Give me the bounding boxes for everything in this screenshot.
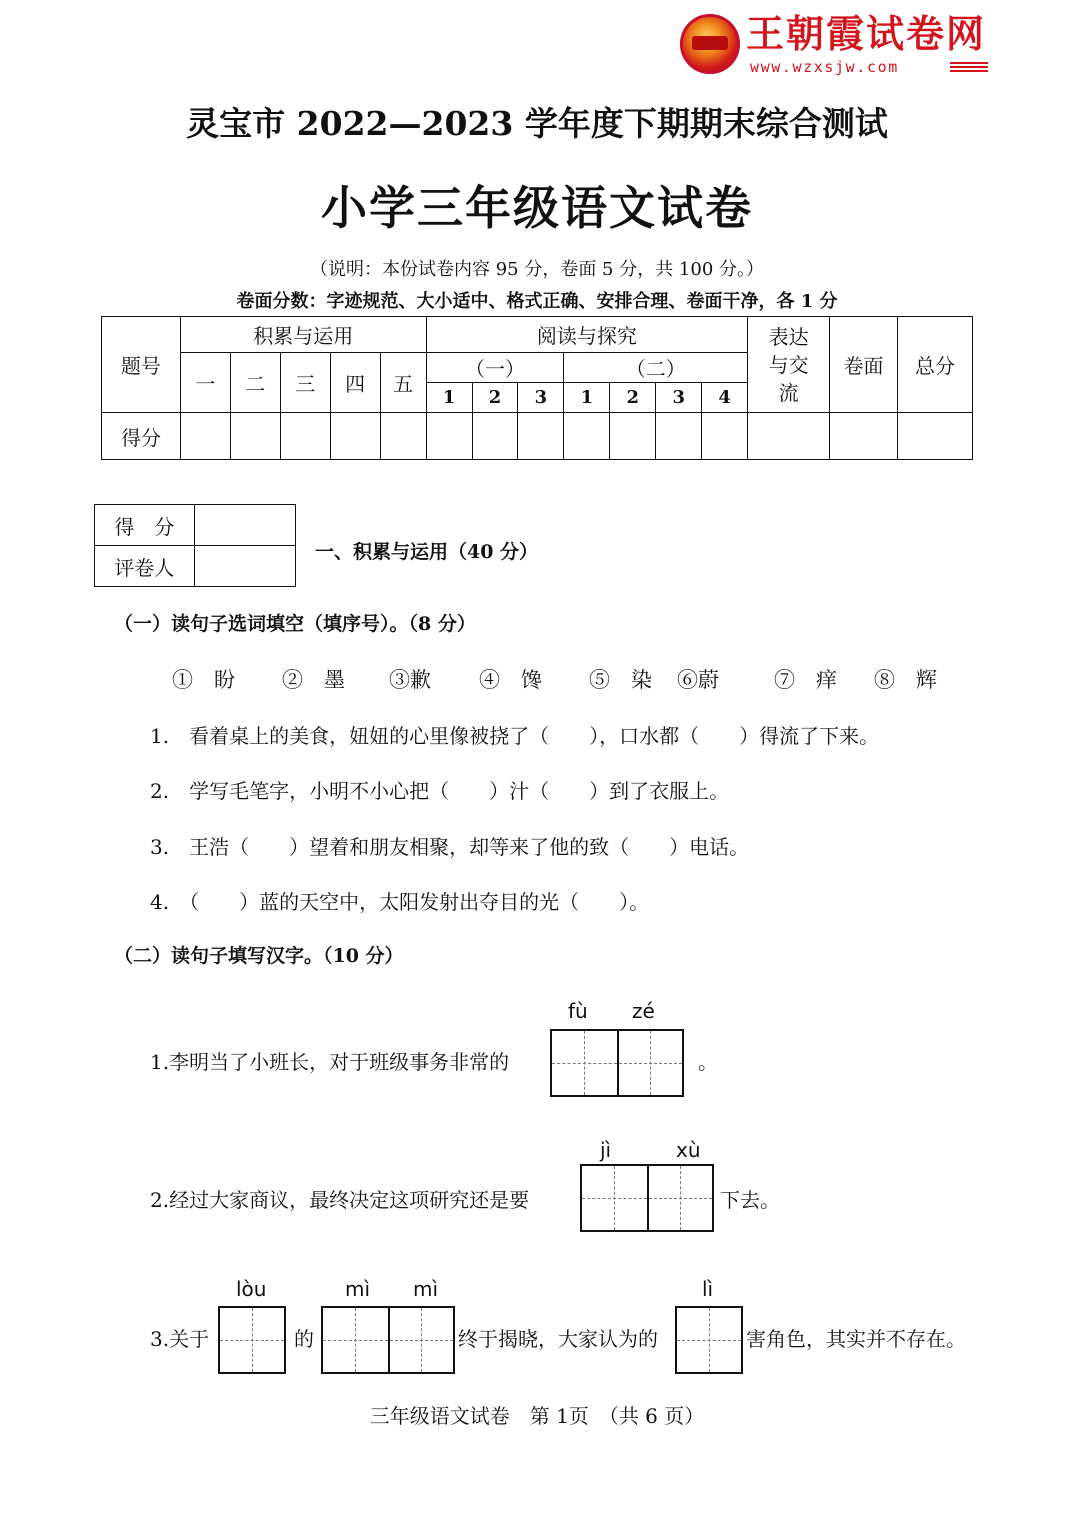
pinyin: zé	[632, 999, 655, 1023]
fill-q3-mid1: 的	[294, 1327, 314, 1351]
header-item: 二	[230, 353, 280, 413]
fill-q2-text: 2.经过大家商议，最终决定这项研究还是要	[150, 1188, 530, 1212]
fill-q2-end: 下去。	[720, 1188, 780, 1212]
option-7: ⑦ 痒	[774, 668, 837, 692]
section-heading: 一、积累与运用（40 分）	[315, 541, 539, 563]
grader-score-cell	[194, 505, 295, 546]
char-grid[interactable]	[218, 1306, 286, 1374]
score-cell	[748, 413, 830, 460]
grader-name-cell	[194, 546, 295, 587]
wave-icon	[950, 62, 988, 72]
fill-q1-text: 1.李明当了小班长，对于班级事务非常的	[150, 1050, 510, 1074]
part1-heading: （一）读句子选词填空（填序号）。（8 分）	[114, 613, 476, 635]
sentence-4: 4. （ ）蓝的天空中，太阳发射出夺目的光（ ）。	[150, 890, 650, 914]
char-grid[interactable]	[321, 1306, 455, 1374]
header-group2: 阅读与探究	[426, 317, 748, 353]
pinyin: lì	[702, 1277, 714, 1301]
pinyin: jì	[600, 1138, 612, 1162]
header-item: 三	[280, 353, 330, 413]
score-cell	[897, 413, 972, 460]
pinyin: lòu	[236, 1277, 267, 1301]
logo-url: www.wzxsjw.com	[750, 58, 899, 76]
neatness-note: 卷面分数：字迹规范、大小适中、格式正确、安排合理、卷面干净，各 1 分	[236, 291, 838, 312]
score-cell	[518, 413, 564, 460]
score-cell	[564, 413, 610, 460]
option-2: ② 墨	[282, 668, 345, 692]
score-cell	[330, 413, 380, 460]
header-tihao: 题号	[102, 317, 181, 413]
header-expr-text: 表达与交流	[768, 324, 809, 405]
sentence-2: 2. 学写毛笔字，小明不小心把（ ）汁（ ）到了衣服上。	[150, 779, 730, 803]
score-table	[101, 316, 973, 460]
header-group1: 积累与运用	[180, 317, 426, 353]
option-8: ⑧ 辉	[874, 668, 937, 692]
option-6: ⑥蔚	[677, 668, 719, 692]
grader-name-label: 评卷人	[95, 546, 195, 587]
char-grid[interactable]	[550, 1029, 684, 1097]
header-sub-item: 1	[426, 383, 472, 413]
score-cell	[280, 413, 330, 460]
score-cell	[380, 413, 426, 460]
header-item: 四	[330, 353, 380, 413]
score-cell	[180, 413, 230, 460]
header-sub-item: 2	[472, 383, 518, 413]
header-sub2: （二）	[564, 353, 748, 383]
option-5: ⑤ 染	[589, 668, 652, 692]
grader-box	[94, 504, 296, 587]
exam-title: 灵宝市 2022—2023 学年度下期期末综合测试	[186, 104, 888, 143]
fill-q3-mid2: 终于揭晓，大家认为的	[458, 1327, 658, 1351]
header-sub-item: 1	[564, 383, 610, 413]
header-total: 总分	[897, 317, 972, 413]
fill-q3-text: 3.关于	[150, 1327, 210, 1351]
logo-brand: 王朝霞试卷网	[746, 12, 987, 56]
char-grid[interactable]	[580, 1164, 714, 1232]
header-sub-item: 3	[518, 383, 564, 413]
score-cell	[830, 413, 898, 460]
option-1: ① 盼	[172, 668, 235, 692]
row-defen-label: 得分	[102, 413, 181, 460]
header-juanmian: 卷面	[830, 317, 898, 413]
pinyin: mì	[345, 1277, 371, 1301]
char-grid[interactable]	[675, 1306, 743, 1374]
pinyin: fù	[568, 999, 588, 1023]
sentence-1: 1. 看着桌上的美食，妞妞的心里像被挠了（ ），口水都（ ）得流了下来。	[150, 724, 880, 748]
part2-heading: （二）读句子填写汉字。（10 分）	[114, 945, 404, 967]
sentence-3: 3. 王浩（ ）望着和朋友相聚，却等来了他的致（ ）电话。	[150, 835, 750, 859]
score-cell	[702, 413, 748, 460]
fill-q1-end: 。	[698, 1050, 718, 1074]
header-sub-item: 4	[702, 383, 748, 413]
pinyin: mì	[413, 1277, 439, 1301]
option-4: ④ 馋	[479, 668, 542, 692]
header-sub-item: 2	[610, 383, 656, 413]
seal-icon	[680, 14, 740, 74]
exam-subtitle: 小学三年级语文试卷	[321, 181, 753, 235]
header-expr	[748, 317, 830, 413]
score-cell	[656, 413, 702, 460]
score-cell	[610, 413, 656, 460]
header-item: 一	[180, 353, 230, 413]
page-footer: 三年级语文试卷 第 1页 （共 6 页）	[369, 1404, 705, 1428]
score-cell	[230, 413, 280, 460]
fill-q3-end: 害角色，其实并不存在。	[746, 1327, 966, 1351]
grader-score-label: 得 分	[95, 505, 195, 546]
pinyin: xù	[676, 1138, 701, 1162]
header-sub-item: 3	[656, 383, 702, 413]
score-cell	[426, 413, 472, 460]
site-logo	[680, 12, 990, 74]
header-item: 五	[380, 353, 426, 413]
header-sub1: （一）	[426, 353, 564, 383]
exam-note: （说明：本份试卷内容 95 分，卷面 5 分，共 100 分。）	[309, 259, 765, 280]
option-3: ③歉	[389, 668, 431, 692]
score-cell	[472, 413, 518, 460]
